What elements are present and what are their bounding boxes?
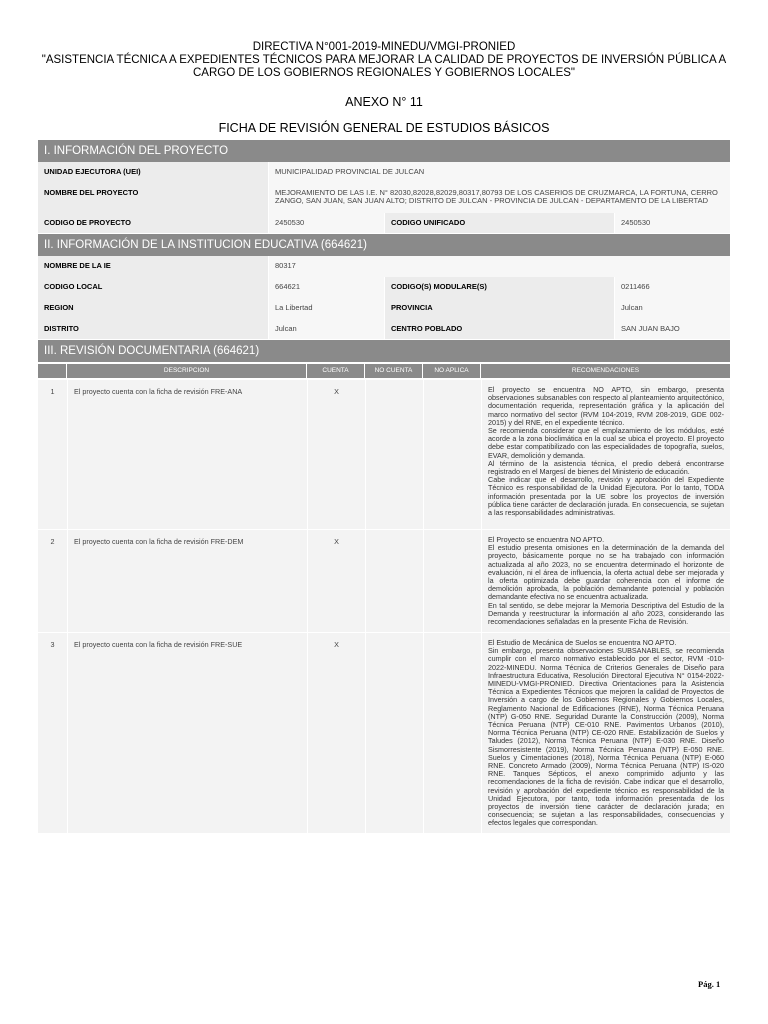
row-region	[38, 298, 730, 320]
page-number: Pág. 1	[698, 979, 721, 989]
district-value: Julcan	[268, 319, 384, 339]
ficha-title: FICHA DE REVISIÓN GENERAL DE ESTUDIOS BÁSICOS	[218, 121, 550, 135]
local-code-label: CODIGO LOCAL	[38, 277, 268, 298]
table-row	[38, 380, 730, 530]
row-codigo-local	[38, 277, 730, 299]
row-description: El proyecto cuenta con la ficha de revisión FRE-DEM	[67, 530, 307, 632]
cuenta-mark: X	[307, 380, 365, 529]
no-aplica-mark	[423, 633, 481, 833]
district-label: DISTRITO	[38, 319, 268, 339]
project-name-value: MEJORAMIENTO DE LAS I.E. N° 82030,82028,82029,80317,80793 DE LOS CASERIOS DE CRUZMARCA, LA FORTUNA, CERRO ZANGO, SAN JUAN, SAN JUAN ALTO; DISTRITO DE JULCAN - PROVINCIA DE JULCAN - DEPARTAMENTO DE LA LIBERTAD	[268, 183, 730, 213]
col-recomendaciones-header: RECOMENDACIONES	[481, 364, 730, 378]
unified-code-value: 2450530	[614, 213, 730, 233]
province-value: Julcan	[614, 298, 730, 319]
cuenta-mark: X	[307, 530, 365, 632]
col-cuenta-header: CUENTA	[307, 364, 364, 378]
populated-center-value: SAN JUAN BAJO	[614, 319, 730, 339]
ie-name-value: 80317	[268, 256, 730, 277]
ue-label: UNIDAD EJECUTORA (UEI)	[38, 162, 268, 183]
directive-title: DIRECTIVA N°001-2019-MINEDU/VMGI-PRONIED	[252, 41, 516, 53]
row-number: 3	[38, 633, 67, 833]
project-code-value: 2450530	[268, 213, 384, 233]
row-number: 2	[38, 530, 67, 632]
row-description: El proyecto cuenta con la ficha de revisión FRE-ANA	[67, 380, 307, 529]
section-2-header: II. INFORMACIÓN DE LA INSTITUCION EDUCATIVA (664621)	[38, 234, 730, 256]
recommendation-text: El Proyecto se encuentra NO APTO. El estudio presenta omisiones en la determinación de la demanda del proyecto, básicamente porque no se ha trabajado con información actualizada al año 2023, no se encuentra determinado el horizonte de evaluación, ni el área de influencia, la oferta actual debe ser mejorada y la oferta optimizada debe guardar coherencia con el informe de demolición aprobada, la población demandante potencial y población demandante efectiva no se encuentra actualizada. En tal sentido, se debe mejorar la Memoria Descriptiva del Estudio de la Demanda y reestructurar la información al año 2023, considerando las recomendaciones señaladas en la presente Ficha de Revisión.	[481, 530, 730, 632]
table-row	[38, 633, 730, 834]
no-cuenta-mark	[365, 380, 423, 529]
province-label: PROVINCIA	[384, 298, 614, 319]
recommendation-text: El proyecto se encuentra NO APTO, sin embargo, presenta observaciones subsanables con respecto al planteamiento arquitectónico, documentación requerida, representación gráfica y la aplicación del marco normativo del sector (RVM 104-2019, RVM 208-2019, GDE 002-2015) y del RNE, en el expediente técnico. Se recomienda considerar que el emplazamiento de los módulos, esté acorde a la zona bioclimática en la cual se ubica el proyecto. El proyecto debe estar compatibilizado con las especialidades de topografía, suelos, EVAR, demolición y demanda. Al término de la asistencia técnica, el predio deberá encontrarse registrado en el Margesí de bienes del Ministerio de educación. Cabe indicar que el desarrollo, revisión y aprobación del Expediente Técnico es responsabilidad de la Unidad Ejecutora. Por lo tanto, TODA información presentada por la UE sobre los proyectos de inversión pública tiene carácter de declaración jurada. En consecuencia, se sujetan a las responsabilidades administrativas.	[481, 380, 730, 529]
modular-code-label: CODIGO(S) MODULARE(S)	[384, 277, 614, 298]
row-unidad-ejecutora	[38, 162, 730, 184]
ie-name-label: NOMBRE DE LA IE	[38, 256, 268, 277]
section-3-header: III. REVISIÓN DOCUMENTARIA (664621)	[38, 340, 730, 362]
recommendation-text: El Estudio de Mecánica de Suelos se encuentra NO APTO. Sin embargo, presenta observaciones SUBSANABLES, se recomienda cumplir con el marco normativo establecido por el sector, RVM -010-2022-MINEDU. Norma Técnica de Criterios Generales de Diseño para Infraestructura Educativa, Resolución Directoral Ejecutiva N° 0154-2022-MINEDU-VMGI-PRONIED. Directiva Orientaciones para la Asistencia Técnica a Expedientes Técnicos que mejoren la calidad de Proyectos de Inversión a cargo de los Gobiernos Regionales y Gobiernos Locales, Reglamento Nacional de Edificaciones (RNE), Norma Técnica Peruana (NTP) G-050 RNE. Seguridad Durante la Construcción (2009), Norma Técnica Peruana (NTP) CE-010 RNE. Pavimentos Urbanos (2010), Norma Técnica Peruana (NTP) CE-020 RNE. Estabilización de Suelos y Taludes (2012), Norma Técnica Peruana (NTP) E-030 RNE. Diseño Sismorresistente (2019), Norma Técnica Peruana (NTP) E-050 RNE. Suelos y Cimentaciones (2018), Norma Técnica Peruana (NTP) E-060 RNE. Concreto Armado (2009), Norma Técnica Peruana (NTP) IS-020 RNE. Tanques Sépticos, el anexo comprimido adjunto y las recomendaciones de la ficha de revisión. Cabe indicar que el desarrollo, revisión y aprobación del expediente técnico es responsabilidad de la Unidad Ejecutora, por tanto, toda información presentada de los proyectos de inversión tiene carácter de declaración jurada; en consecuencia; se sujetan a las responsabilidades, consecuencias y efectos legales que correspondan.	[481, 633, 730, 833]
row-description: El proyecto cuenta con la ficha de revisión FRE-SUE	[67, 633, 307, 833]
document-header	[0, 41, 768, 80]
col-no-aplica-header: NO APLICA	[423, 364, 480, 378]
directive-subtitle-line2: CARGO DE LOS GOBIERNOS REGIONALES Y GOBIERNOS LOCALES"	[193, 67, 575, 79]
table-row	[38, 530, 730, 633]
directive-subtitle-line1: "ASISTENCIA TÉCNICA A EXPEDIENTES TÉCNICOS PARA MEJORAR LA CALIDAD DE PROYECTOS DE INVERSIÓN PÚBLICA A	[41, 54, 727, 66]
unified-code-label: CODIGO UNIFICADO	[384, 213, 614, 233]
ue-value: MUNICIPALIDAD PROVINCIAL DE JULCAN	[268, 162, 730, 183]
row-number: 1	[38, 380, 67, 529]
project-code-label: CODIGO DE PROYECTO	[38, 213, 268, 233]
col-descripcion-header: DESCRIPCION	[67, 364, 306, 378]
anexo-title: ANEXO N° 11	[345, 95, 423, 109]
no-cuenta-mark	[365, 633, 423, 833]
no-aplica-mark	[423, 530, 481, 632]
region-value: La Libertad	[268, 298, 384, 319]
project-name-label: NOMBRE DEL PROYECTO	[38, 183, 268, 213]
row-codigo-proyecto	[38, 213, 730, 234]
populated-center-label: CENTRO POBLADO	[384, 319, 614, 339]
col-no-cuenta-header: NO CUENTA	[365, 364, 422, 378]
cuenta-mark: X	[307, 633, 365, 833]
row-nombre-proyecto	[38, 183, 730, 214]
review-table-header	[38, 364, 730, 378]
row-nombre-ie	[38, 256, 730, 278]
section-1-header: I. INFORMACIÓN DEL PROYECTO	[38, 140, 730, 162]
row-distrito	[38, 319, 730, 340]
local-code-value: 664621	[268, 277, 384, 298]
no-cuenta-mark	[365, 530, 423, 632]
col-num-header	[38, 364, 66, 378]
region-label: REGION	[38, 298, 268, 319]
modular-code-value: 0211466	[614, 277, 730, 298]
no-aplica-mark	[423, 380, 481, 529]
